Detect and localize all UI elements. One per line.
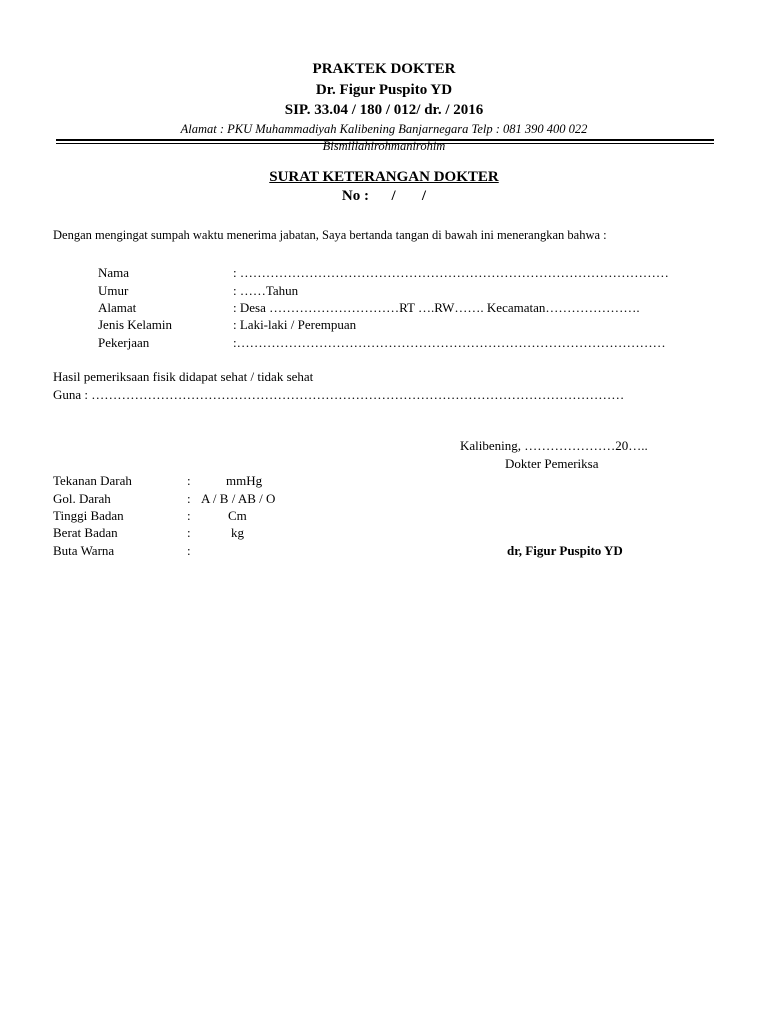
- document-number: No : / /: [341, 188, 427, 204]
- vital-label-blood-pressure: Tekanan Darah: [53, 473, 132, 488]
- purpose-line: Guna : ……………………………………………………………………………………………………………: [53, 387, 625, 402]
- field-value-nama: : ………………………………………………………………………………………: [233, 265, 669, 280]
- vital-colon: :: [187, 473, 191, 488]
- place-date: Kalibening, …………………20…..: [460, 438, 648, 453]
- vital-value-weight: kg: [231, 525, 244, 540]
- vital-value-blood-pressure: mmHg: [226, 473, 263, 488]
- signer-role: Dokter Pemeriksa: [505, 456, 599, 471]
- field-label-jenis-kelamin: Jenis Kelamin: [98, 317, 173, 332]
- vital-label-height: Tinggi Badan: [53, 508, 124, 523]
- vital-value-height: Cm: [228, 508, 247, 523]
- field-value-umur: : ……Tahun: [233, 283, 299, 298]
- exam-result: Hasil pemeriksaan fisik didapat sehat / tidak sehat: [53, 369, 314, 384]
- clinic-address: Alamat : PKU Muhammadiyah Kalibening Banjarnegara Telp : 081 390 400 022: [180, 122, 588, 136]
- field-value-alamat: : Desa …………………………RT ….RW……. Kecamatan………………….: [233, 300, 640, 315]
- license-number: SIP. 33.04 / 180 / 012/ dr. / 2016: [284, 102, 484, 118]
- basmalah: Bismillahirohmanirohim: [322, 139, 446, 153]
- vital-colon: :: [187, 543, 191, 558]
- vital-colon: :: [187, 491, 191, 506]
- clinic-name: PRAKTEK DOKTER: [312, 61, 456, 77]
- field-value-pekerjaan: :………………………………………………………………………………………: [233, 335, 666, 350]
- vital-value-blood-type: A / B / AB / O: [201, 491, 276, 506]
- field-label-nama: Nama: [98, 265, 130, 280]
- field-label-alamat: Alamat: [98, 300, 137, 315]
- signer-name: dr, Figur Puspito YD: [507, 543, 623, 558]
- vital-colon: :: [187, 508, 191, 523]
- vital-label-blood-type: Gol. Darah: [53, 491, 111, 506]
- document-title: SURAT KETERANGAN DOKTER: [269, 169, 499, 185]
- vital-label-weight: Berat Badan: [53, 525, 118, 540]
- vital-colon: :: [187, 525, 191, 540]
- intro-statement: Dengan mengingat sumpah waktu menerima jabatan, Saya bertanda tangan di bawah ini menerangkan bahwa :: [53, 228, 607, 242]
- doctor-name: Dr. Figur Puspito YD: [315, 82, 453, 98]
- vital-label-color-blind: Buta Warna: [53, 543, 115, 558]
- field-label-pekerjaan: Pekerjaan: [98, 335, 150, 350]
- field-label-umur: Umur: [98, 283, 129, 298]
- field-value-jenis-kelamin: : Laki-laki / Perempuan: [233, 317, 357, 332]
